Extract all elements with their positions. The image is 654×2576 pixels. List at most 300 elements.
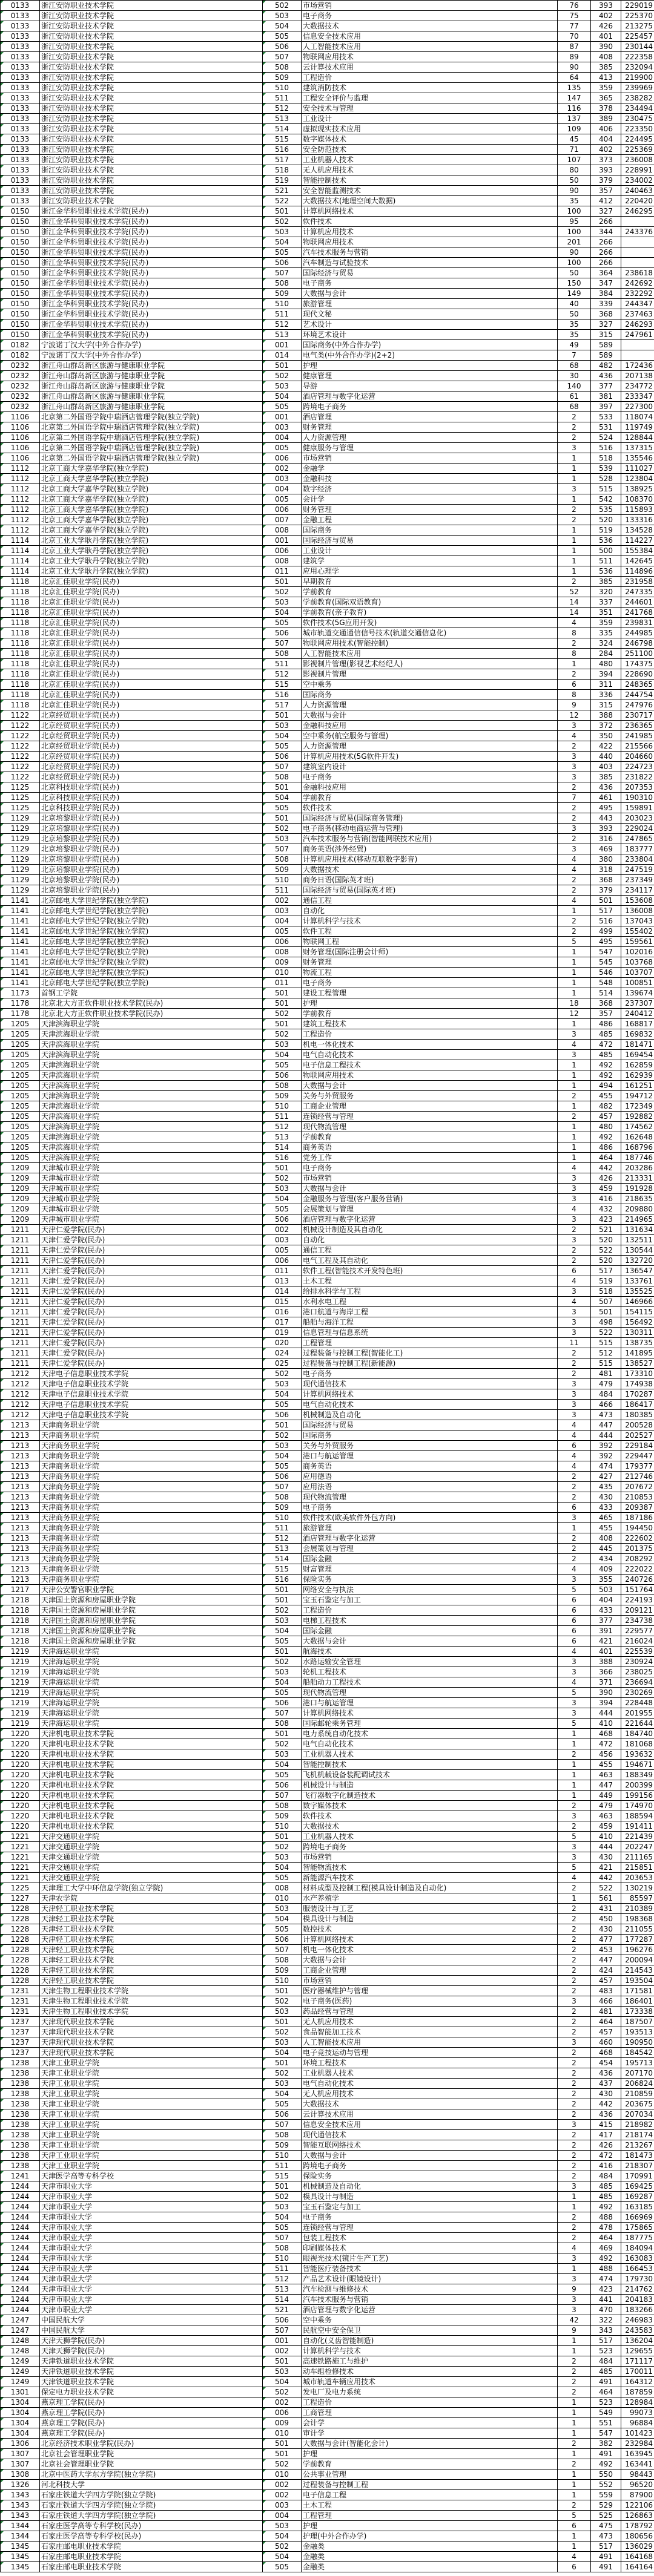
school-name-cell[interactable]: 北京经贸职业学院(民办)	[40, 731, 263, 741]
major-name-cell[interactable]: 土木工程	[302, 1276, 558, 1286]
major-code-cell[interactable]: 515	[263, 1564, 302, 1575]
plan-count-cell[interactable]: 1	[558, 978, 591, 988]
major-code-cell[interactable]: 510	[263, 875, 302, 885]
plan-count-cell[interactable]: 4	[558, 1297, 591, 1307]
school-code-cell[interactable]: 1205	[1, 1060, 40, 1070]
school-code-cell[interactable]: 1220	[1, 1801, 40, 1811]
major-code-cell[interactable]: 511	[263, 659, 302, 669]
plan-count-cell[interactable]: 3	[558, 1050, 591, 1060]
rank-cell[interactable]: 216024	[621, 1636, 654, 1647]
rank-cell[interactable]: 244601	[621, 597, 654, 608]
school-code-cell[interactable]: 0133	[1, 114, 40, 124]
major-name-cell[interactable]: 计算机网络技术	[302, 1708, 558, 1719]
school-code-cell[interactable]: 1122	[1, 721, 40, 731]
major-name-cell[interactable]: 工程管理	[302, 2511, 558, 2521]
major-code-cell[interactable]: 503	[263, 1667, 302, 1677]
major-name-cell[interactable]: 无人机应用技术	[302, 2089, 558, 2099]
school-name-cell[interactable]: 北京汇佳职业学院(民办)	[40, 597, 263, 608]
plan-count-cell[interactable]: 100	[558, 258, 591, 268]
school-name-cell[interactable]: 天津铁道职业技术学院	[40, 2377, 263, 2387]
major-name-cell[interactable]: 工程管理	[302, 1338, 558, 1348]
school-code-cell[interactable]: 1211	[1, 1276, 40, 1286]
rank-cell[interactable]: 170287	[621, 1389, 654, 1400]
min-score-cell[interactable]: 455	[591, 1760, 621, 1770]
major-name-cell[interactable]: 国际邮轮乘务管理	[302, 1719, 558, 1729]
plan-count-cell[interactable]: 2	[558, 813, 591, 824]
rank-cell[interactable]: 180385	[621, 1410, 654, 1420]
major-name-cell[interactable]: 工业设计	[302, 546, 558, 556]
plan-count-cell[interactable]: 90	[558, 62, 591, 73]
school-name-cell[interactable]: 浙江安防职业技术学院	[40, 73, 263, 83]
school-code-cell[interactable]: 1141	[1, 906, 40, 916]
school-name-cell[interactable]: 浙江安防职业技术学院	[40, 196, 263, 206]
major-name-cell[interactable]: 早期教育	[302, 577, 558, 587]
school-name-cell[interactable]: 燕京理工学院(民办)	[40, 2418, 263, 2428]
major-name-cell[interactable]: 市场营销	[302, 1976, 558, 1986]
rank-cell[interactable]: 169287	[621, 2192, 654, 2202]
major-code-cell[interactable]: 011	[263, 1266, 302, 1276]
major-code-cell[interactable]: 508	[263, 278, 302, 289]
min-score-cell[interactable]: 466	[591, 1400, 621, 1410]
major-code-cell[interactable]: 504	[263, 392, 302, 402]
school-name-cell[interactable]: 北京邮电大学世纪学院(独立学院)	[40, 947, 263, 957]
plan-count-cell[interactable]: 3	[558, 1996, 591, 2007]
major-code-cell[interactable]: 004	[263, 2511, 302, 2521]
school-code-cell[interactable]: 1106	[1, 422, 40, 433]
min-score-cell[interactable]: 561	[591, 1893, 621, 1904]
major-code-cell[interactable]: 513	[263, 330, 302, 340]
major-code-cell[interactable]: 025	[263, 1358, 302, 1369]
rank-cell[interactable]: 236694	[621, 1677, 654, 1688]
major-code-cell[interactable]: 502	[263, 2459, 302, 2469]
rank-cell[interactable]: 179730	[621, 2274, 654, 2284]
major-name-cell[interactable]: 护理	[302, 2449, 558, 2459]
school-name-cell[interactable]: 北京社会管理职业学院	[40, 2449, 263, 2459]
major-code-cell[interactable]: 506	[263, 752, 302, 762]
school-code-cell[interactable]: 0133	[1, 62, 40, 73]
plan-count-cell[interactable]: 2	[558, 1904, 591, 1914]
school-name-cell[interactable]: 浙江安防职业技术学院	[40, 124, 263, 134]
plan-count-cell[interactable]: 2	[558, 422, 591, 433]
major-name-cell[interactable]: 金融学	[302, 464, 558, 474]
school-code-cell[interactable]: 1221	[1, 1842, 40, 1852]
major-name-cell[interactable]: 物联网应用技术	[302, 1070, 558, 1081]
plan-count-cell[interactable]: 1	[558, 1081, 591, 1091]
major-name-cell[interactable]: 软件工程	[302, 926, 558, 937]
school-name-cell[interactable]: 北京培黎职业学院(民办)	[40, 824, 263, 834]
major-code-cell[interactable]: 503	[263, 381, 302, 392]
major-code-cell[interactable]: 510	[263, 2253, 302, 2264]
plan-count-cell[interactable]: 3	[558, 1317, 591, 1328]
major-name-cell[interactable]: 大数据与会计(智能化会计)	[302, 2439, 558, 2449]
plan-count-cell[interactable]: 3	[558, 1410, 591, 1420]
rank-cell[interactable]: 174938	[621, 1379, 654, 1389]
school-code-cell[interactable]: 1238	[1, 2099, 40, 2109]
school-name-cell[interactable]: 石家庄铁道大学四方学院(独立学院)	[40, 2500, 263, 2511]
school-code-cell[interactable]: 1122	[1, 741, 40, 752]
school-code-cell[interactable]: 1112	[1, 525, 40, 536]
school-code-cell[interactable]: 1213	[1, 1503, 40, 1513]
major-code-cell[interactable]: 510	[263, 2151, 302, 2161]
min-score-cell[interactable]: 417	[591, 2130, 621, 2140]
school-name-cell[interactable]: 天津工业职业学院	[40, 2120, 263, 2130]
school-name-cell[interactable]: 天津国土资源和房屋职业学院	[40, 1616, 263, 1626]
min-score-cell[interactable]: 473	[591, 1410, 621, 1420]
plan-count-cell[interactable]: 2	[558, 926, 591, 937]
min-score-cell[interactable]: 551	[591, 2418, 621, 2428]
min-score-cell[interactable]: 385	[591, 772, 621, 782]
major-name-cell[interactable]: 现代文秘	[302, 309, 558, 320]
major-name-cell[interactable]: 工业机器人技术	[302, 1749, 558, 1760]
school-code-cell[interactable]: 1345	[1, 2562, 40, 2572]
school-code-cell[interactable]: 1213	[1, 1482, 40, 1492]
min-score-cell[interactable]: 492	[591, 1132, 621, 1142]
school-name-cell[interactable]: 天津滨海职业学院	[40, 1060, 263, 1070]
major-name-cell[interactable]: 金融工程	[302, 515, 558, 525]
min-score-cell[interactable]: 380	[591, 854, 621, 865]
major-code-cell[interactable]: 005	[263, 926, 302, 937]
rank-cell[interactable]	[621, 237, 654, 247]
major-name-cell[interactable]: 新能源汽车技术	[302, 1873, 558, 1883]
school-name-cell[interactable]: 首钢工学院	[40, 988, 263, 998]
school-code-cell[interactable]: 1118	[1, 608, 40, 618]
rank-cell[interactable]: 181471	[621, 1040, 654, 1050]
rank-cell[interactable]: 114227	[621, 536, 654, 546]
school-code-cell[interactable]: 1209	[1, 1163, 40, 1173]
major-name-cell[interactable]: 安全防范技术	[302, 145, 558, 155]
school-name-cell[interactable]: 浙江安防职业技术学院	[40, 93, 263, 103]
major-name-cell[interactable]: 大数据技术	[302, 1821, 558, 1832]
plan-count-cell[interactable]: 1	[558, 1791, 591, 1801]
min-score-cell[interactable]: 339	[591, 299, 621, 309]
min-score-cell[interactable]: 512	[591, 1348, 621, 1358]
min-score-cell[interactable]: 517	[591, 2542, 621, 2552]
plan-count-cell[interactable]: 2	[558, 2079, 591, 2089]
school-code-cell[interactable]: 1129	[1, 813, 40, 824]
school-name-cell[interactable]: 北京科技职业学院(民办)	[40, 793, 263, 803]
school-code-cell[interactable]: 1106	[1, 453, 40, 464]
rank-cell[interactable]: 207138	[621, 371, 654, 381]
rank-cell[interactable]: 137315	[621, 443, 654, 453]
major-name-cell[interactable]: 机电一体化技术	[302, 1040, 558, 1050]
major-code-cell[interactable]: 503	[263, 2037, 302, 2048]
rank-cell[interactable]: 200399	[621, 1780, 654, 1791]
school-code-cell[interactable]: 1122	[1, 731, 40, 741]
major-name-cell[interactable]: 电子商务	[302, 11, 558, 21]
rank-cell[interactable]: 225539	[621, 1647, 654, 1657]
major-name-cell[interactable]: 机械设计制造及其自动化	[302, 1225, 558, 1235]
major-code-cell[interactable]: 512	[263, 669, 302, 680]
rank-cell[interactable]: 136029	[621, 2542, 654, 2552]
major-name-cell[interactable]: 汽车检测与维修技术	[302, 2284, 558, 2295]
min-score-cell[interactable]: 422	[591, 741, 621, 752]
school-name-cell[interactable]: 保定电力职业技术学院	[40, 2387, 263, 2397]
major-name-cell[interactable]: 模具设计与制造	[302, 1914, 558, 1924]
major-name-cell[interactable]: 学前教育(国际双语教育)	[302, 597, 558, 608]
rank-cell[interactable]: 102016	[621, 947, 654, 957]
plan-count-cell[interactable]: 6	[558, 1626, 591, 1636]
min-score-cell[interactable]: 394	[591, 669, 621, 680]
school-name-cell[interactable]: 天津机电职业技术学院	[40, 1791, 263, 1801]
school-code-cell[interactable]: 1205	[1, 1040, 40, 1050]
school-name-cell[interactable]: 北京汇佳职业学院(民办)	[40, 669, 263, 680]
school-name-cell[interactable]: 北京工商大学嘉华学院(独立学院)	[40, 464, 263, 474]
min-score-cell[interactable]: 388	[591, 710, 621, 721]
rank-cell[interactable]: 170991	[621, 2171, 654, 2181]
school-name-cell[interactable]: 天津市职业大学	[40, 2181, 263, 2192]
school-name-cell[interactable]: 北京北大方正软件职业技术学院(民办)	[40, 1009, 263, 1019]
school-code-cell[interactable]: 1112	[1, 515, 40, 525]
plan-count-cell[interactable]: 70	[558, 31, 591, 42]
rank-cell[interactable]: 207672	[621, 1482, 654, 1492]
min-score-cell[interactable]: 324	[591, 638, 621, 649]
plan-count-cell[interactable]: 2	[558, 1976, 591, 1986]
plan-count-cell[interactable]: 3	[558, 2295, 591, 2305]
major-code-cell[interactable]: 506	[263, 42, 302, 52]
plan-count-cell[interactable]: 1	[558, 556, 591, 566]
school-code-cell[interactable]: 1343	[1, 2490, 40, 2500]
rank-cell[interactable]: 123804	[621, 474, 654, 484]
school-code-cell[interactable]: 1205	[1, 1153, 40, 1163]
major-code-cell[interactable]: 501	[263, 2439, 302, 2449]
major-code-cell[interactable]: 011	[263, 978, 302, 988]
school-code-cell[interactable]: 0150	[1, 237, 40, 247]
rank-cell[interactable]: 214543	[621, 1965, 654, 1976]
min-score-cell[interactable]: 485	[591, 1029, 621, 1040]
school-code-cell[interactable]: 1228	[1, 1955, 40, 1965]
major-code-cell[interactable]: 006	[263, 453, 302, 464]
school-name-cell[interactable]: 天津工业职业学院	[40, 2130, 263, 2140]
plan-count-cell[interactable]: 45	[558, 134, 591, 145]
plan-count-cell[interactable]: 1	[558, 453, 591, 464]
plan-count-cell[interactable]: 3	[558, 1379, 591, 1389]
school-code-cell[interactable]: 1228	[1, 1976, 40, 1986]
major-code-cell[interactable]: 506	[263, 1410, 302, 1420]
min-score-cell[interactable]: 528	[591, 474, 621, 484]
major-code-cell[interactable]: 001	[263, 340, 302, 350]
major-name-cell[interactable]: 模具设计与制造	[302, 2192, 558, 2202]
plan-count-cell[interactable]: 2	[558, 1955, 591, 1965]
rank-cell[interactable]: 199156	[621, 1791, 654, 1801]
min-score-cell[interactable]: 435	[591, 1482, 621, 1492]
min-score-cell[interactable]: 491	[591, 2562, 621, 2572]
major-code-cell[interactable]: 504	[263, 2089, 302, 2099]
rank-cell[interactable]: 122106	[621, 2500, 654, 2511]
major-name-cell[interactable]: 国际经济与贸易	[302, 1420, 558, 1431]
rank-cell[interactable]: 175865	[621, 2223, 654, 2233]
rank-cell[interactable]: 247865	[621, 834, 654, 844]
rank-cell[interactable]: 173338	[621, 2007, 654, 2017]
min-score-cell[interactable]: 430	[591, 1492, 621, 1503]
plan-count-cell[interactable]: 2	[558, 433, 591, 443]
school-name-cell[interactable]: 北京汇佳职业学院(民办)	[40, 649, 263, 659]
plan-count-cell[interactable]: 4	[558, 854, 591, 865]
school-name-cell[interactable]: 浙江金华科贸职业技术学院(民办)	[40, 247, 263, 258]
plan-count-cell[interactable]: 3	[558, 2305, 591, 2315]
plan-count-cell[interactable]: 2	[558, 1883, 591, 1893]
school-code-cell[interactable]: 1118	[1, 659, 40, 669]
major-code-cell[interactable]: 010	[263, 968, 302, 978]
major-code-cell[interactable]: 505	[263, 402, 302, 412]
major-name-cell[interactable]: 国际商务(中外合作办学)	[302, 340, 558, 350]
plan-count-cell[interactable]: 4	[558, 618, 591, 628]
school-code-cell[interactable]: 1213	[1, 1461, 40, 1472]
rank-cell[interactable]: 138527	[621, 1358, 654, 1369]
rank-cell[interactable]: 162939	[621, 1070, 654, 1081]
rank-cell[interactable]: 234494	[621, 103, 654, 114]
school-name-cell[interactable]: 北京经贸职业学院(民办)	[40, 721, 263, 731]
major-code-cell[interactable]: 501	[263, 2017, 302, 2027]
plan-count-cell[interactable]: 1	[558, 2346, 591, 2356]
school-name-cell[interactable]: 浙江金华科贸职业技术学院(民办)	[40, 268, 263, 278]
school-code-cell[interactable]: 1106	[1, 412, 40, 422]
min-score-cell[interactable]: 542	[591, 494, 621, 505]
school-name-cell[interactable]: 北京汇佳职业学院(民办)	[40, 628, 263, 638]
min-score-cell[interactable]: 516	[591, 916, 621, 926]
school-name-cell[interactable]: 天津电子信息职业技术学院	[40, 1400, 263, 1410]
school-name-cell[interactable]: 浙江舟山群岛新区旅游与健康职业学院	[40, 371, 263, 381]
school-name-cell[interactable]: 北京邮电大学世纪学院(独立学院)	[40, 896, 263, 906]
min-score-cell[interactable]: 266	[591, 247, 621, 258]
major-code-cell[interactable]: 502	[263, 1173, 302, 1184]
major-name-cell[interactable]: 电子商务	[302, 772, 558, 782]
school-code-cell[interactable]: 1301	[1, 2387, 40, 2397]
major-code-cell[interactable]: 010	[263, 2428, 302, 2439]
major-code-cell[interactable]: 501	[263, 2449, 302, 2459]
plan-count-cell[interactable]: 76	[558, 1, 591, 11]
major-code-cell[interactable]: 508	[263, 1801, 302, 1811]
plan-count-cell[interactable]: 2	[558, 2007, 591, 2017]
rank-cell[interactable]: 218635	[621, 1194, 654, 1204]
min-score-cell[interactable]: 479	[591, 1801, 621, 1811]
school-code-cell[interactable]: 1112	[1, 484, 40, 494]
school-name-cell[interactable]: 北京邮电大学世纪学院(独立学院)	[40, 957, 263, 968]
school-name-cell[interactable]: 天津商务职业学院	[40, 1441, 263, 1451]
school-code-cell[interactable]: 1211	[1, 1266, 40, 1276]
min-score-cell[interactable]: 433	[591, 1503, 621, 1513]
major-name-cell[interactable]: 跨境电子商务	[302, 1842, 558, 1852]
plan-count-cell[interactable]: 8	[558, 690, 591, 700]
school-name-cell[interactable]: 浙江安防职业技术学院	[40, 83, 263, 93]
rank-cell[interactable]: 234738	[621, 1616, 654, 1626]
major-code-cell[interactable]: 513	[263, 1132, 302, 1142]
school-code-cell[interactable]: 1118	[1, 597, 40, 608]
rank-cell[interactable]: 195713	[621, 2058, 654, 2068]
min-score-cell[interactable]: 432	[591, 1204, 621, 1214]
plan-count-cell[interactable]: 2	[558, 2068, 591, 2079]
rank-cell[interactable]: 230144	[621, 42, 654, 52]
rank-cell[interactable]: 184542	[621, 2048, 654, 2058]
major-name-cell[interactable]: 通信工程	[302, 896, 558, 906]
major-name-cell[interactable]: 软件技术	[302, 1811, 558, 1821]
plan-count-cell[interactable]: 2	[558, 2367, 591, 2377]
min-score-cell[interactable]: 518	[591, 1286, 621, 1297]
min-score-cell[interactable]: 469	[591, 844, 621, 854]
plan-count-cell[interactable]: 2	[558, 2130, 591, 2140]
major-name-cell[interactable]: 汽车技术服务与营销	[302, 2295, 558, 2305]
rank-cell[interactable]: 222022	[621, 1564, 654, 1575]
rank-cell[interactable]: 184740	[621, 1729, 654, 1739]
plan-count-cell[interactable]: 2	[558, 1245, 591, 1256]
major-name-cell[interactable]: 软件技术	[302, 217, 558, 227]
major-name-cell[interactable]: 工业机器人技术	[302, 1832, 558, 1842]
school-name-cell[interactable]: 天津商务职业学院	[40, 1472, 263, 1482]
rank-cell[interactable]: 237349	[621, 875, 654, 885]
major-name-cell[interactable]: 大数据与会计	[302, 289, 558, 299]
school-name-cell[interactable]: 北京工商大学嘉华学院(独立学院)	[40, 494, 263, 505]
school-name-cell[interactable]: 浙江舟山群岛新区旅游与健康职业学院	[40, 402, 263, 412]
major-name-cell[interactable]: 电子商务	[302, 278, 558, 289]
plan-count-cell[interactable]: 35	[558, 196, 591, 206]
plan-count-cell[interactable]: 1	[558, 2408, 591, 2418]
school-code-cell[interactable]: 1141	[1, 896, 40, 906]
school-name-cell[interactable]: 天津海运职业学院	[40, 1667, 263, 1677]
plan-count-cell[interactable]: 3	[558, 824, 591, 834]
min-score-cell[interactable]: 373	[591, 155, 621, 165]
min-score-cell[interactable]: 447	[591, 1420, 621, 1431]
school-name-cell[interactable]: 浙江金华科贸职业技术学院(民办)	[40, 299, 263, 309]
school-name-cell[interactable]: 北京工商大学嘉华学院(独立学院)	[40, 505, 263, 515]
rank-cell[interactable]: 215851	[621, 1863, 654, 1873]
school-code-cell[interactable]: 1129	[1, 844, 40, 854]
school-code-cell[interactable]: 1221	[1, 1832, 40, 1842]
major-code-cell[interactable]: 502	[263, 1996, 302, 2007]
rank-cell[interactable]: 239831	[621, 618, 654, 628]
rank-cell[interactable]: 243376	[621, 227, 654, 237]
min-score-cell[interactable]: 495	[591, 937, 621, 947]
major-code-cell[interactable]: 510	[263, 83, 302, 93]
major-code-cell[interactable]: 512	[263, 2274, 302, 2284]
plan-count-cell[interactable]: 6	[558, 1595, 591, 1605]
major-name-cell[interactable]: 大数据与会计	[302, 1636, 558, 1647]
major-name-cell[interactable]: 电气自动化技术	[302, 2079, 558, 2089]
plan-count-cell[interactable]: 6	[558, 1441, 591, 1451]
min-score-cell[interactable]: 444	[591, 1708, 621, 1719]
min-score-cell[interactable]: 404	[591, 134, 621, 145]
rank-cell[interactable]	[621, 217, 654, 227]
school-name-cell[interactable]: 天津市职业大学	[40, 2212, 263, 2223]
major-code-cell[interactable]: 501	[263, 2181, 302, 2192]
plan-count-cell[interactable]: 140	[558, 381, 591, 392]
school-code-cell[interactable]: 1244	[1, 2274, 40, 2284]
school-code-cell[interactable]: 1247	[1, 2315, 40, 2325]
school-code-cell[interactable]: 1213	[1, 1472, 40, 1482]
major-code-cell[interactable]: 507	[263, 844, 302, 854]
major-name-cell[interactable]: 现代物流管理	[302, 1492, 558, 1503]
school-code-cell[interactable]: 1219	[1, 1688, 40, 1698]
rank-cell[interactable]: 128984	[621, 2397, 654, 2408]
school-name-cell[interactable]: 天津滨海职业学院	[40, 1091, 263, 1101]
major-name-cell[interactable]: 酒店管理与数字化运营	[302, 1214, 558, 1225]
major-code-cell[interactable]: 501	[263, 1019, 302, 1029]
major-name-cell[interactable]: 艺术设计	[302, 320, 558, 330]
major-name-cell[interactable]: 学前教育	[302, 793, 558, 803]
school-code-cell[interactable]: 1118	[1, 649, 40, 659]
school-name-cell[interactable]: 天津国土资源和房屋职业学院	[40, 1595, 263, 1605]
major-code-cell[interactable]: 512	[263, 1533, 302, 1544]
school-name-cell[interactable]: 中国民航大学	[40, 2315, 263, 2325]
major-name-cell[interactable]: 工程造价	[302, 2397, 558, 2408]
rank-cell[interactable]: 210389	[621, 1904, 654, 1914]
school-code-cell[interactable]: 1221	[1, 1873, 40, 1883]
major-code-cell[interactable]: 003	[263, 422, 302, 433]
major-code-cell[interactable]: 503	[263, 1040, 302, 1050]
rank-cell[interactable]: 142645	[621, 556, 654, 566]
plan-count-cell[interactable]: 71	[558, 145, 591, 155]
school-code-cell[interactable]: 1219	[1, 1657, 40, 1667]
major-code-cell[interactable]: 505	[263, 2099, 302, 2109]
major-name-cell[interactable]: 财富管理	[302, 1564, 558, 1575]
